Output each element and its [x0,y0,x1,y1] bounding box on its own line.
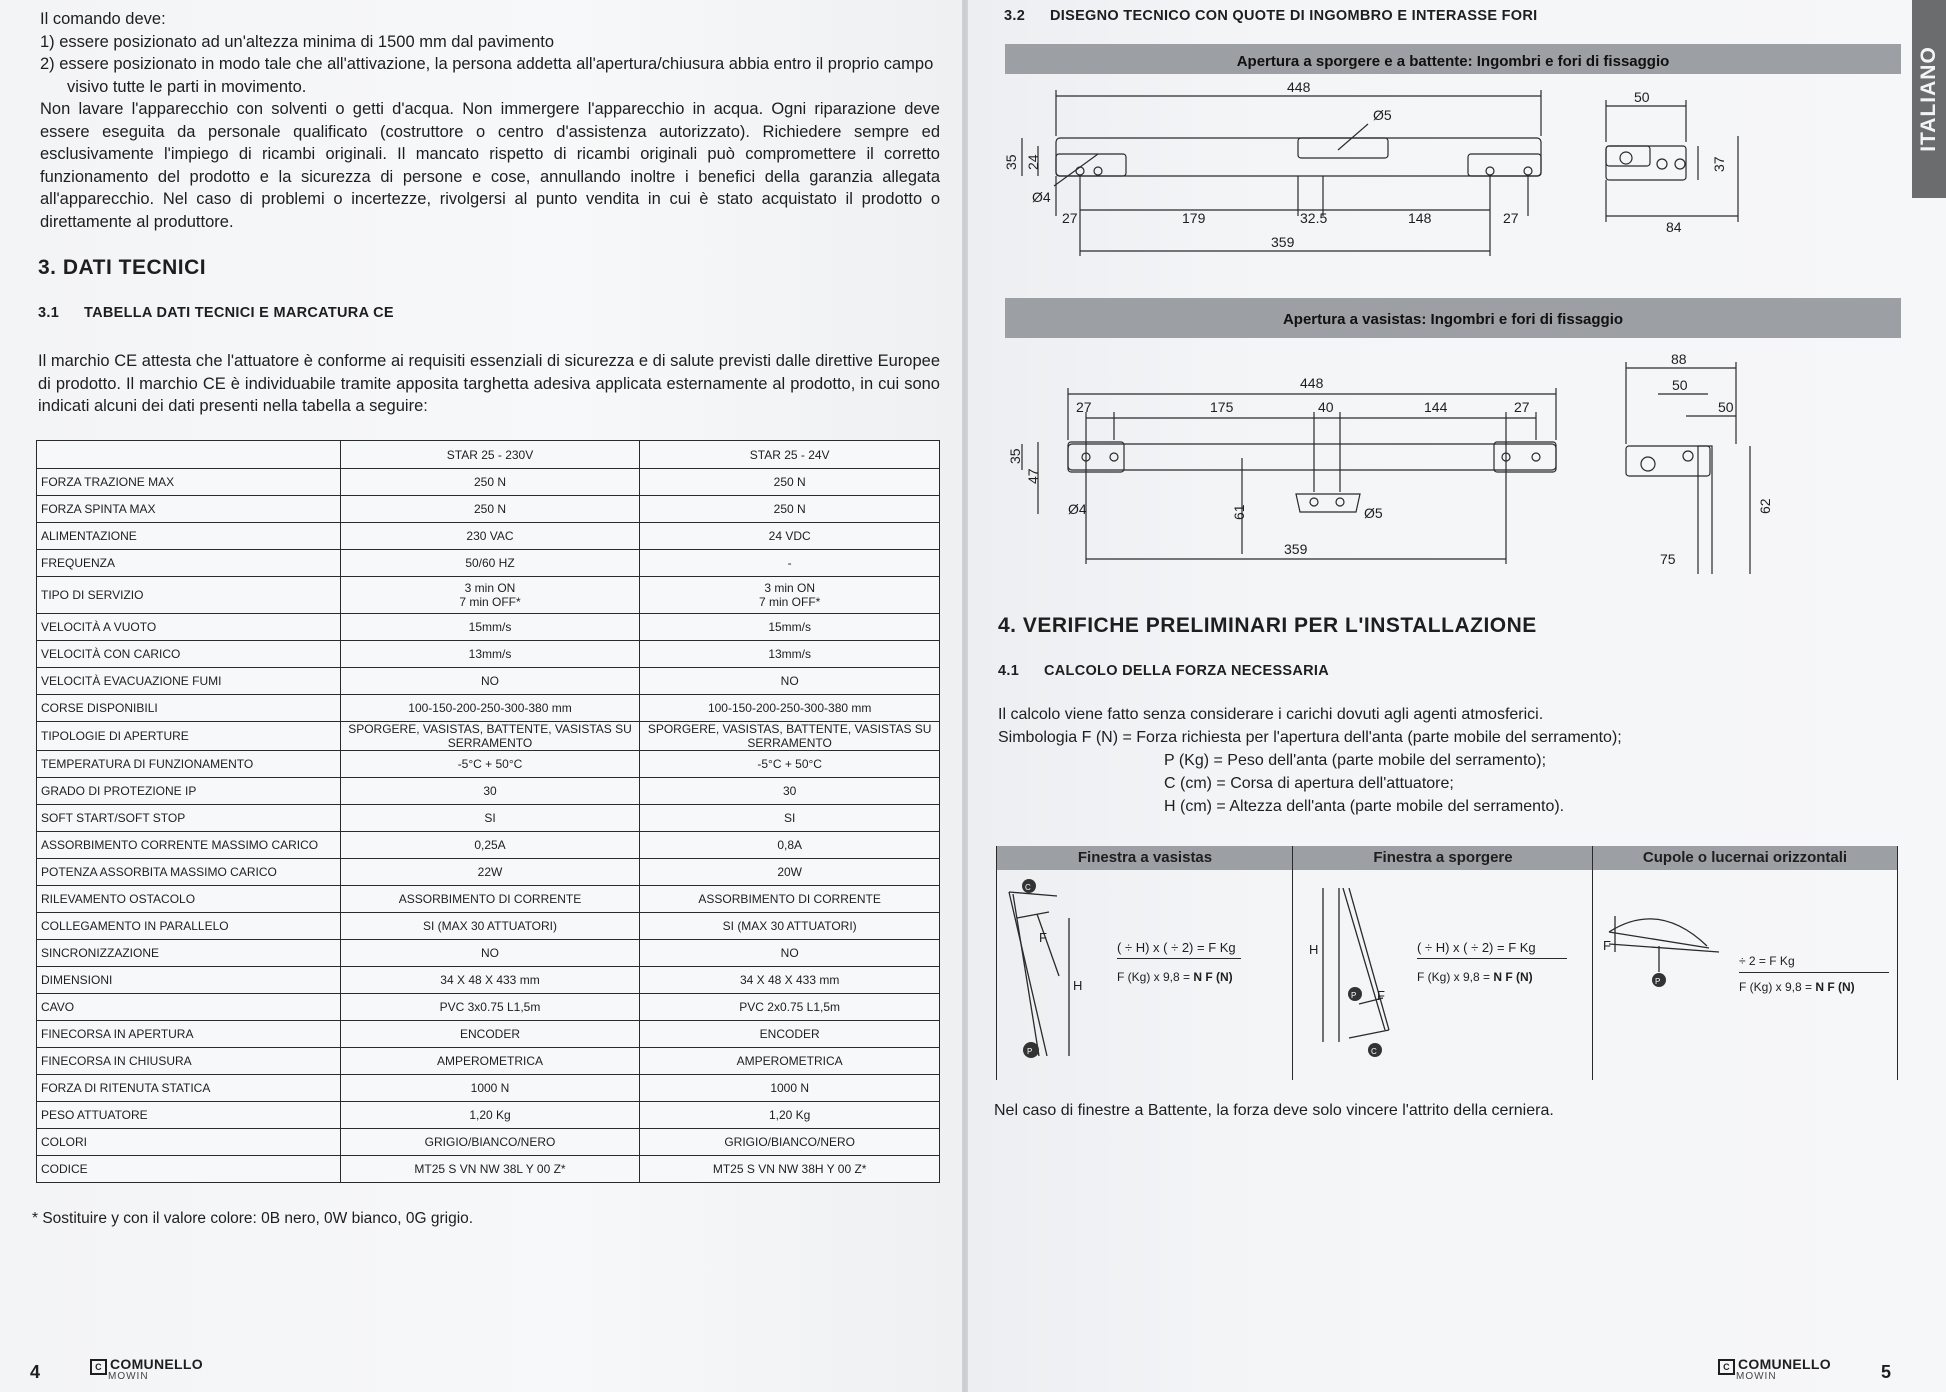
cupola-figure [1599,906,1729,1006]
table-row [37,1021,940,1048]
row-label: FORZA DI RITENUTA STATICA [37,1075,341,1102]
row-label: VELOCITÀ EVACUAZIONE FUMI [37,668,341,695]
page-number: 4 [30,1362,41,1382]
row-label: VELOCITÀ A VUOTO [37,614,341,641]
value-24v: 3 min ON 7 min OFF* [640,577,940,614]
dim-47: 47 [1025,468,1041,484]
table-header-row [37,441,940,469]
table-header-230v: STAR 25 - 230V [340,441,640,469]
table-row [37,1156,940,1183]
section-number: 3.2 [1004,8,1026,24]
section-title: DISEGNO TECNICO CON QUOTE DI INGOMBRO E INTERASSE FORI [1050,8,1538,24]
dim-148: 148 [1408,210,1432,226]
table-row [37,913,940,940]
color-footnote: * Sostituire y con il valore colore: 0B nero, 0W bianco, 0G grigio. [32,1210,474,1227]
intro-item-1: 1) essere posizionato ad un'altezza minima di 1500 mm dal pavimento [40,32,555,51]
column-vasistas [996,846,1293,1080]
table-body [37,469,940,1183]
command-requirements [40,8,940,233]
language-tab-label: ITALIANO [1917,46,1940,152]
dim-144: 144 [1424,399,1448,415]
value-24v: 13mm/s [640,641,940,668]
value-24v: MT25 S VN NW 38H Y 00 Z* [640,1156,940,1183]
label-c: C [1025,883,1031,892]
side-dim-50: 50 [1634,89,1650,105]
label-p: P [1655,977,1661,986]
side-view-bracket [1606,146,1686,180]
side-dim-88: 88 [1671,354,1687,367]
value-230v: -5°C + 50°C [340,751,640,778]
dim-27b: 27 [1514,399,1530,415]
table-row [37,668,940,695]
label-f: F [1603,938,1611,953]
table-row [37,1048,940,1075]
drawing-sporgere [998,76,1928,276]
drawing-bar-sporgere: Apertura a sporgere e a battente: Ingombri e fori di fissaggio [1005,44,1901,74]
drawing-bar-vasistas: Apertura a vasistas: Ingombri e fori di fissaggio [1005,298,1901,338]
hole [1683,451,1693,461]
intro-line: Il comando deve: [40,10,166,28]
section-title: CALCOLO DELLA FORZA NECESSARIA [1044,663,1330,679]
value-230v: SI (MAX 30 ATTUATORI) [340,913,640,940]
value-24v: NO [640,668,940,695]
row-label: TEMPERATURA DI FUNZIONAMENTO [37,751,341,778]
value-230v: 22W [340,859,640,886]
row-label: TIPOLOGIE DI APERTURE [37,722,341,751]
formula-divider [1739,972,1889,973]
column-title: Cupole o lucernai orizzontali [1593,846,1897,870]
value-230v: 50/60 HZ [340,550,640,577]
value-230v: SPORGERE, VASISTAS, BATTENTE, VASISTAS SU SERRAMENTO [340,722,640,751]
left-page [0,0,962,1392]
side-dim-37: 37 [1711,156,1727,172]
force-calculation-table [996,846,1896,1080]
value-230v: 30 [340,778,640,805]
value-230v: GRIGIO/BIANCO/NERO [340,1129,640,1156]
value-24v: ASSORBIMENTO DI CORRENTE [640,886,940,913]
value-230v: 230 VAC [340,523,640,550]
row-label: TIPO DI SERVIZIO [37,577,341,614]
value-24v: AMPEROMETRICA [640,1048,940,1075]
label-f: F [1377,988,1385,1003]
value-24v: 30 [640,778,940,805]
calculation-intro: Il calcolo viene fatto senza considerare i carichi dovuti agli agenti atmosferici. [998,706,1544,723]
dim-hole-4: Ø4 [1068,501,1087,517]
label-h: H [1073,978,1083,993]
symbol-c: C (cm) = Corsa di apertura dell'attuatore; [1164,775,1454,792]
middle-bracket [1298,138,1388,158]
formula-2-result: N F (N) [1815,980,1855,994]
column-title: Finestra a vasistas [997,846,1293,870]
section-number: 3.1 [38,305,60,321]
table-row [37,805,940,832]
table-row [37,967,940,994]
hole [1310,498,1318,506]
table-row [37,550,940,577]
side-dim-62: 62 [1757,498,1773,514]
value-24v: 34 X 48 X 433 mm [640,967,940,994]
value-24v: -5°C + 50°C [640,751,940,778]
dim-448: 448 [1287,79,1311,95]
leader-line [1338,124,1368,150]
value-24v: 20W [640,859,940,886]
row-label: FINECORSA IN APERTURA [37,1021,341,1048]
value-230v: NO [340,940,640,967]
side-dim-75: 75 [1660,551,1676,567]
label-p: P [1027,1047,1033,1056]
table-row [37,469,940,496]
formula-2-text: F (Kg) x 9,8 = [1417,970,1494,984]
value-230v: 250 N [340,496,640,523]
logo-subtext: MOWIN [108,1371,149,1382]
label-c: C [1371,1047,1377,1056]
formula-1: ( ÷ H) x ( ÷ 2) = F Kg [1417,940,1536,955]
right-page [968,0,1946,1392]
dim-35: 35 [1003,154,1019,170]
row-label: FREQUENZA [37,550,341,577]
logo-text: COMUNELLO [110,1356,203,1372]
table-row [37,994,940,1021]
hole [1532,453,1540,461]
hole [1486,167,1494,175]
hole [1524,167,1532,175]
row-label: POTENZA ASSORBITA MASSIMO CARICO [37,859,341,886]
row-label: CORSE DISPONIBILI [37,695,341,722]
value-24v: PVC 2x0.75 L1,5m [640,994,940,1021]
row-label: RILEVAMENTO OSTACOLO [37,886,341,913]
value-24v: 15mm/s [640,614,940,641]
row-label: COLLEGAMENTO IN PARALLELO [37,913,341,940]
formula-2-text: F (Kg) x 9,8 = [1739,980,1816,994]
table-row [37,1102,940,1129]
table-row [37,614,940,641]
value-230v: 34 X 48 X 433 mm [340,967,640,994]
table-row [37,496,940,523]
dim-359: 359 [1284,541,1308,557]
label-h: H [1309,942,1319,957]
dim-hole-5: Ø5 [1373,107,1392,123]
dim-61: 61 [1231,504,1247,520]
page-number: 5 [1881,1362,1892,1382]
table-row [37,722,940,751]
value-24v: 0,8A [640,832,940,859]
table-row [37,751,940,778]
section-4-heading: 4. VERIFICHE PRELIMINARI PER L'INSTALLAZIONE [998,614,1537,637]
hole [1675,159,1685,169]
actuator-body [1068,444,1556,470]
formula-2-result: N F (N) [1193,970,1233,984]
table-row [37,859,940,886]
value-24v: 1000 N [640,1075,940,1102]
logo-mark-icon: C [1718,1359,1735,1375]
section-3-heading: 3. DATI TECNICI [38,256,207,279]
maintenance-paragraph: Non lavare l'apparecchio con solventi o getti d'acqua. Non immergere l'apparecchio in acqua. Ogni riparazione deve essere eseguita da personale qualificato (costruttore o centro d'assistenza autorizzato). Richiedere sempre ed esclusivamente l'impiego di ricambi originali. Il mancato rispetto di ricambi originali può compromettere il corretto funzionamento del prodotto e la sicurezza di persone e cose, annullando inoltre i benefici della garanzia allegata all'apparecchio. Nel caso di problemi o incertezze, rivolgersi al punto vendita in cui è stato acquistato il prodotto o direttamente al produttore. [40,100,940,231]
dim-27a: 27 [1076,399,1092,415]
value-230v: 13mm/s [340,641,640,668]
value-24v: GRIGIO/BIANCO/NERO [640,1129,940,1156]
sporgere-window-figure [1299,874,1395,1074]
end-bracket [1468,154,1541,176]
value-24v: SI (MAX 30 ATTUATORI) [640,913,940,940]
table-row [37,695,940,722]
formula-2 [1117,970,1233,984]
table-row [37,1129,940,1156]
value-24v: 24 VDC [640,523,940,550]
column-cupole [1592,846,1898,1080]
hole [1641,457,1655,471]
value-24v: NO [640,940,940,967]
section-title: TABELLA DATI TECNICI E MARCATURA CE [84,305,394,321]
value-230v: ENCODER [340,1021,640,1048]
side-view-detail [1606,146,1650,166]
value-230v: 100-150-200-250-300-380 mm [340,695,640,722]
value-24v: 1,20 Kg [640,1102,940,1129]
drawing-vasistas [998,354,1928,574]
vasistas-window-figure [999,872,1083,1072]
formula-2 [1417,970,1533,984]
value-24v: 250 N [640,469,940,496]
end-bracket [1056,154,1126,176]
dim-448: 448 [1300,375,1324,391]
row-label: DIMENSIONI [37,967,341,994]
value-230v: SI [340,805,640,832]
column-sporgere [1292,846,1593,1080]
row-label: SINCRONIZZAZIONE [37,940,341,967]
symbol-p: P (Kg) = Peso dell'anta (parte mobile del serramento); [1164,752,1547,769]
row-label: ASSORBIMENTO CORRENTE MASSIMO CARICO [37,832,341,859]
row-label: GRADO DI PROTEZIONE IP [37,778,341,805]
hole [1620,152,1632,164]
value-230v: MT25 S VN NW 38L Y 00 Z* [340,1156,640,1183]
dim-27b: 27 [1503,210,1519,226]
label-f: F [1039,930,1047,945]
row-label: FINECORSA IN CHIUSURA [37,1048,341,1075]
dim-179: 179 [1182,210,1206,226]
section-4-1-heading [998,663,1329,679]
value-24v: 100-150-200-250-300-380 mm [640,695,940,722]
value-24v: ENCODER [640,1021,940,1048]
comunello-logo [90,1356,203,1382]
logo-text: COMUNELLO [1738,1356,1831,1372]
row-label: VELOCITÀ CON CARICO [37,641,341,668]
formula-2 [1739,980,1855,994]
value-24v: SPORGERE, VASISTAS, BATTENTE, VASISTAS SU SERRAMENTO [640,722,940,751]
hole [1094,167,1102,175]
dim-hole-5: Ø5 [1364,505,1383,521]
value-230v: 1000 N [340,1075,640,1102]
row-label: ALIMENTAZIONE [37,523,341,550]
formula-divider [1117,958,1241,959]
end-bracket [1068,442,1124,472]
section-3-2-heading [1004,8,1537,24]
symbol-f: Simbologia F (N) = Forza richiesta per l'apertura dell'anta (parte mobile del serramento); [998,729,1622,746]
dim-24: 24 [1025,154,1041,170]
row-label: CODICE [37,1156,341,1183]
hole [1110,453,1118,461]
side-dim-50a: 50 [1672,377,1688,393]
table-row [37,1075,940,1102]
value-230v: ASSORBIMENTO DI CORRENTE [340,886,640,913]
battente-note: Nel caso di finestre a Battente, la forza deve solo vincere l'attrito della cerniera. [994,1102,1554,1119]
end-bracket [1494,442,1556,472]
ce-mark-paragraph: Il marchio CE attesta che l'attuatore è conforme ai requisiti essenziali di sicurezza e di salute previsti dalle direttive Europee di prodotto. Il marchio CE è individuabile tramite apposita targhetta adesiva applicata esternamente al prodotto, in cui sono indicati alcuni dei dati presenti nella tabella a seguire: [38,352,940,415]
dim-27a: 27 [1062,210,1078,226]
hole [1336,498,1344,506]
table-row [37,577,940,614]
intro-item-2: 2) essere posizionato in modo tale che all'attivazione, la persona addetta all'apertura/chiusura abbia entro il proprio campo visivo tutte le parti in movimento. [40,55,934,96]
table-row [37,523,940,550]
value-230v: 250 N [340,469,640,496]
dim-359: 359 [1271,234,1295,250]
table-row [37,641,940,668]
value-230v: 15mm/s [340,614,640,641]
value-230v: PVC 3x0.75 L1,5m [340,994,640,1021]
column-title: Finestra a sporgere [1293,846,1593,870]
table-row [37,886,940,913]
value-230v: 3 min ON 7 min OFF* [340,577,640,614]
dim-35: 35 [1007,448,1023,464]
table-header-empty [37,441,341,469]
leader-line [1054,154,1098,186]
hole [1657,159,1667,169]
value-230v: 0,25A [340,832,640,859]
formula-2-text: F (Kg) x 9,8 = [1117,970,1194,984]
row-label: PESO ATTUATORE [37,1102,341,1129]
table-row [37,940,940,967]
middle-bracket [1296,494,1360,512]
logo-mark-icon: C [90,1359,107,1375]
table-header-24v: STAR 25 - 24V [640,441,940,469]
row-label: FORZA TRAZIONE MAX [37,469,341,496]
side-dim-84: 84 [1666,219,1682,235]
value-24v: - [640,550,940,577]
row-label: COLORI [37,1129,341,1156]
symbol-h: H (cm) = Altezza dell'anta (parte mobile del serramento). [1164,798,1565,815]
formula-divider [1417,958,1567,959]
value-230v: AMPEROMETRICA [340,1048,640,1075]
hole [1076,167,1084,175]
dim-175: 175 [1210,399,1234,415]
label-p: P [1351,991,1357,1000]
formula-2-result: N F (N) [1493,970,1533,984]
dim-40: 40 [1318,399,1334,415]
logo-subtext: MOWIN [1736,1371,1777,1382]
comunello-logo [1718,1356,1831,1382]
table-row [37,832,940,859]
section-3-1-heading [38,305,394,321]
technical-data-table [36,440,940,1183]
value-24v: 250 N [640,496,940,523]
row-label: FORZA SPINTA MAX [37,496,341,523]
row-label: CAVO [37,994,341,1021]
row-label: SOFT START/SOFT STOP [37,805,341,832]
value-230v: NO [340,668,640,695]
section-number: 4.1 [998,663,1020,679]
value-230v: 1,20 Kg [340,1102,640,1129]
side-dim-50b: 50 [1718,399,1734,415]
value-24v: SI [640,805,940,832]
formula-1: ( ÷ H) x ( ÷ 2) = F Kg [1117,940,1236,955]
formula-1: ÷ 2 = F Kg [1739,954,1795,968]
table-row [37,778,940,805]
dim-32-5: 32.5 [1300,210,1328,226]
dim-hole-4: Ø4 [1032,189,1051,205]
